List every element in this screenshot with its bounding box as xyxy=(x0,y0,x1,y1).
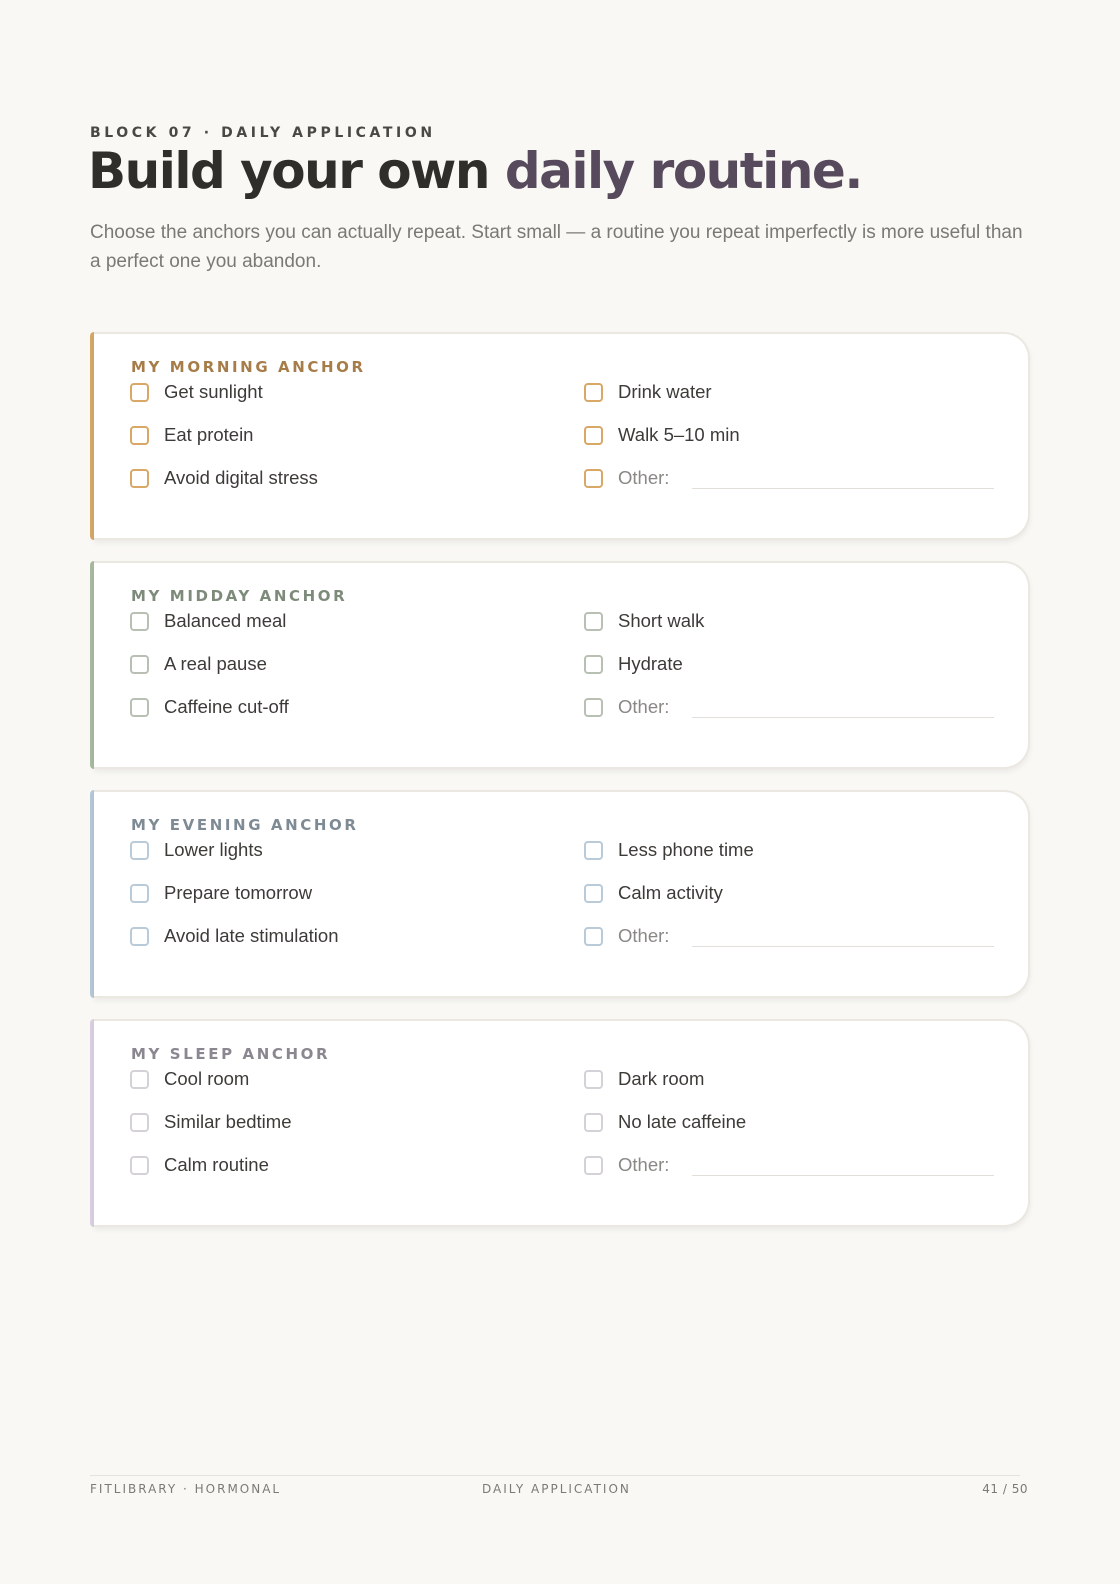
checklist-item[interactable] xyxy=(130,609,286,633)
checklist-item[interactable] xyxy=(130,838,263,862)
checklist-item[interactable] xyxy=(584,1110,746,1134)
checklist-label: A real pause xyxy=(164,653,267,674)
footer-section: DAILY APPLICATION xyxy=(482,1482,631,1496)
anchor-card xyxy=(90,561,1030,769)
checklist-label: Calm routine xyxy=(164,1154,269,1175)
checkbox[interactable] xyxy=(130,884,149,903)
checklist-item[interactable] xyxy=(130,1110,292,1134)
checkbox[interactable] xyxy=(130,655,149,674)
checklist-label: No late caffeine xyxy=(618,1111,747,1132)
card-title: MY EVENING ANCHOR xyxy=(131,816,359,834)
checklist-label: Short walk xyxy=(618,610,705,631)
checklist-label: Hydrate xyxy=(618,653,683,674)
checklist-item[interactable] xyxy=(130,466,318,490)
checklist-item[interactable] xyxy=(130,380,263,404)
intro-text: Choose the anchors you can actually repeat. Start small — a routine you repeat imperfectly is more useful than a perfect one you abandon. xyxy=(90,222,1023,272)
checklist-label: Similar bedtime xyxy=(164,1111,292,1132)
checklist-label: Caffeine cut-off xyxy=(164,696,289,717)
checklist-label: Avoid digital stress xyxy=(164,467,318,488)
other-option[interactable] xyxy=(584,695,669,719)
other-write-in-field[interactable] xyxy=(692,946,994,947)
block-eyebrow: BLOCK 07 · DAILY APPLICATION xyxy=(90,125,436,141)
checklist-label: Other: xyxy=(618,925,670,946)
checkbox[interactable] xyxy=(584,383,603,402)
title-main: Build your own xyxy=(88,142,489,200)
checkbox[interactable] xyxy=(130,1070,149,1089)
checklist-item[interactable] xyxy=(584,423,740,447)
checkbox[interactable] xyxy=(584,927,603,946)
checkbox[interactable] xyxy=(130,1156,149,1175)
checklist-label: Dark room xyxy=(618,1068,705,1089)
checklist-item[interactable] xyxy=(130,881,312,905)
checklist-label: Drink water xyxy=(618,381,712,402)
checklist-label: Less phone time xyxy=(618,839,754,860)
checkbox[interactable] xyxy=(584,841,603,860)
title-accent: daily routine. xyxy=(504,142,862,200)
checklist-item[interactable] xyxy=(130,695,289,719)
card-title: MY SLEEP ANCHOR xyxy=(131,1045,331,1063)
checklist-label: Other: xyxy=(618,1154,670,1175)
checklist-item[interactable] xyxy=(130,924,338,948)
other-write-in-field[interactable] xyxy=(692,1175,994,1176)
card-title: MY MIDDAY ANCHOR xyxy=(131,587,348,605)
checklist-label: Get sunlight xyxy=(164,381,263,402)
other-write-in-field[interactable] xyxy=(692,488,994,489)
checkbox[interactable] xyxy=(584,426,603,445)
checkbox[interactable] xyxy=(130,698,149,717)
checkbox[interactable] xyxy=(130,612,149,631)
checklist-item[interactable] xyxy=(584,652,683,676)
checklist-label: Prepare tomorrow xyxy=(164,882,313,903)
footer-brand: FITLIBRARY · HORMONAL xyxy=(90,1482,282,1496)
checklist-item[interactable] xyxy=(130,652,267,676)
other-write-in-field[interactable] xyxy=(692,717,994,718)
checkbox[interactable] xyxy=(130,841,149,860)
checklist-item[interactable] xyxy=(584,609,704,633)
checkbox[interactable] xyxy=(130,426,149,445)
checklist-label: Other: xyxy=(618,467,670,488)
footer-page-number: 41 / 50 xyxy=(982,1482,1028,1496)
checklist-item[interactable] xyxy=(584,838,754,862)
checklist-item[interactable] xyxy=(130,1153,269,1177)
checkbox[interactable] xyxy=(130,469,149,488)
checkbox[interactable] xyxy=(130,383,149,402)
checkbox[interactable] xyxy=(584,1113,603,1132)
checkbox[interactable] xyxy=(584,1156,603,1175)
checkbox[interactable] xyxy=(130,927,149,946)
other-option[interactable] xyxy=(584,466,669,490)
anchor-card xyxy=(90,332,1030,540)
checkbox[interactable] xyxy=(584,469,603,488)
checkbox[interactable] xyxy=(584,884,603,903)
checkbox[interactable] xyxy=(584,698,603,717)
checklist-label: Eat protein xyxy=(164,424,254,445)
checklist-label: Avoid late stimulation xyxy=(164,925,339,946)
checklist-item[interactable] xyxy=(130,423,253,447)
checklist-item[interactable] xyxy=(584,380,712,404)
anchor-card xyxy=(90,1019,1030,1227)
checklist-label: Calm activity xyxy=(618,882,723,903)
checkbox[interactable] xyxy=(584,655,603,674)
anchor-card xyxy=(90,790,1030,998)
card-title: MY MORNING ANCHOR xyxy=(131,358,366,376)
other-option[interactable] xyxy=(584,1153,669,1177)
checklist-label: Other: xyxy=(618,696,670,717)
footer-divider xyxy=(90,1475,1020,1476)
page-title xyxy=(88,142,862,200)
checklist-label: Walk 5–10 min xyxy=(618,424,740,445)
checkbox[interactable] xyxy=(584,1070,603,1089)
other-option[interactable] xyxy=(584,924,669,948)
checklist-label: Lower lights xyxy=(164,839,263,860)
checkbox[interactable] xyxy=(584,612,603,631)
checklist-item[interactable] xyxy=(130,1067,249,1091)
checklist-label: Cool room xyxy=(164,1068,250,1089)
checklist-item[interactable] xyxy=(584,1067,704,1091)
checkbox[interactable] xyxy=(130,1113,149,1132)
checklist-item[interactable] xyxy=(584,881,723,905)
checklist-label: Balanced meal xyxy=(164,610,287,631)
